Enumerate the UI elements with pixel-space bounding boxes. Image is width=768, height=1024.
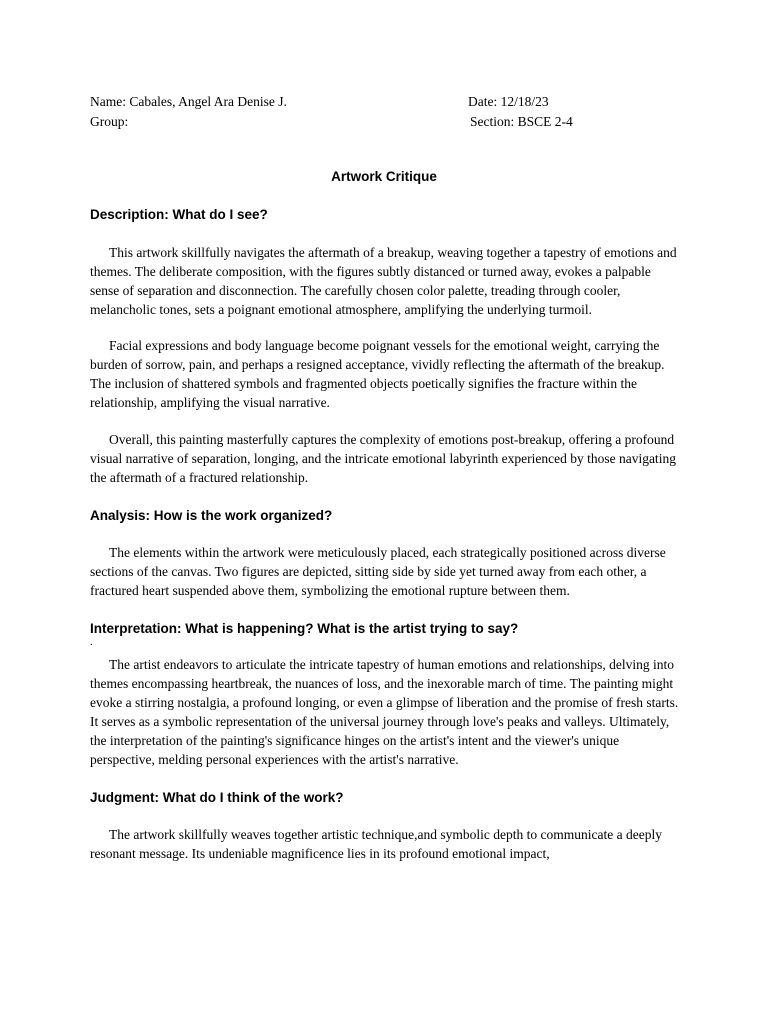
interpretation-heading: Interpretation: What is happening? What is the artist trying to say? [90, 621, 519, 636]
interpretation-paragraph: The artist endeavors to articulate the intricate tapestry of human emotions and relationships, delving into themes encompassing heartbreak, the nuances of loss, and the inexorable march of time. The painting might evoke a stirring nostalgia, a profound longing, or even a glimpse of liberation and the promise of fresh starts. It serves as a symbolic representation of the universal journey through love's peaks and valleys. Ultimately, the interpretation of the painting's significance hinges on the artist's intent and the viewer's unique perspective, melding personal experiences with the artist's narrative. [90, 657, 679, 767]
description-paragraph-1: This artwork skillfully navigates the aftermath of a breakup, weaving together a tapestry of emotions and themes. The deliberate composition, with the figures subtly distanced or turned away, evokes a palpable sense of separation and disconnection. The carefully chosen color palette, treading through cooler, melancholic tones, sets a poignant emotional atmosphere, amplifying the underlying turmoil. [90, 245, 677, 317]
description-heading: Description: What do I see? [90, 207, 268, 222]
stray-period: . [90, 636, 93, 648]
analysis-heading: Analysis: How is the work organized? [90, 508, 333, 523]
description-paragraph-2: Facial expressions and body language become poignant vessels for the emotional weight, carrying the burden of sorrow, pain, and perhaps a resigned acceptance, vividly reflecting the aftermath of the breakup. The inclusion of shattered symbols and fragmented objects poetically signifies the fracture within the relationship, amplifying the visual narrative. [90, 338, 665, 410]
group-field: Group: [90, 114, 129, 129]
analysis-paragraph: The elements within the artwork were meticulously placed, each strategically positioned across diverse sections of the canvas. Two figures are depicted, sitting side by side yet turned away from each other, a fractured heart suspended above them, symbolizing the emotional rupture between them. [90, 545, 666, 598]
description-paragraph-3: Overall, this painting masterfully captures the complexity of emotions post-breakup, offering a profound visual narrative of separation, longing, and the intricate emotional labyrinth experienced by those navigating the aftermath of a fractured relationship. [90, 432, 676, 485]
document-title: Artwork Critique [331, 169, 437, 184]
judgment-paragraph: The artwork skillfully weaves together artistic technique,and symbolic depth to communicate a deeply resonant message. Its undeniable magnificence lies in its profound emotional impact, [90, 827, 662, 861]
judgment-heading: Judgment: What do I think of the work? [90, 790, 344, 805]
date-field: Date: 12/18/23 [468, 94, 549, 109]
section-field: Section: BSCE 2-4 [470, 114, 573, 129]
student-name: Name: Cabales, Angel Ara Denise J. [90, 94, 287, 109]
